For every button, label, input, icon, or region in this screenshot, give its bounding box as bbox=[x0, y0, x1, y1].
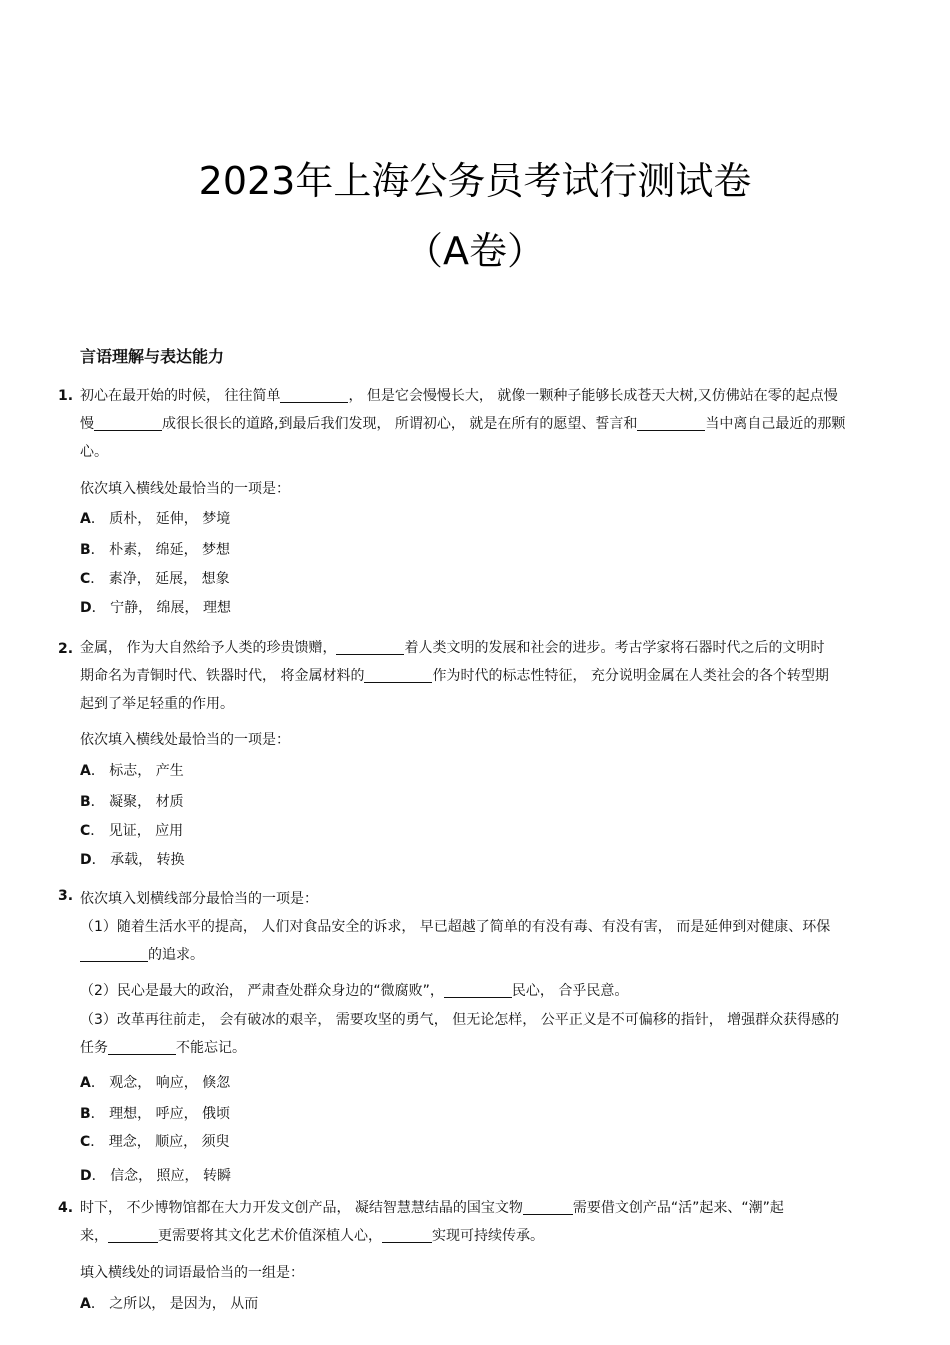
option-c: C． 理念， 顺应， 须臾 bbox=[80, 1134, 230, 1150]
option-c: C． 素净， 延展， 想象 bbox=[80, 571, 230, 587]
question-4-stem: 时下， 不少博物馆都在大力开发文创产品， 凝结智慧慧结晶的国宝文物 需要借文创产品“活”起来、“潮”起 来， 更需要将其文化艺术价值深植人心， 实现可持续传承。 bbox=[80, 1200, 784, 1244]
answer-blank bbox=[382, 1226, 432, 1243]
answer-blank bbox=[637, 414, 705, 431]
question-prompt: 依次填入横线处最恰当的一项是： bbox=[80, 732, 290, 748]
answer-blank bbox=[364, 666, 432, 683]
question-prompt: 依次填入划横线部分最恰当的一项是： bbox=[80, 891, 318, 907]
option-d: D． 宁静， 绵展， 理想 bbox=[80, 600, 231, 616]
option-a: A． 之所以， 是因为， 从而 bbox=[80, 1296, 259, 1312]
option-d: D． 承载， 转换 bbox=[80, 852, 185, 868]
answer-blank bbox=[108, 1226, 158, 1243]
question-2-stem: 金属， 作为大自然给予人类的珍贵馈赠， 着人类文明的发展和社会的进步。考古学家将石器时代之后的文明时 期命名为青铜时代、铁器时代， 将金属材料的 作为时代的标志性特征， 充分说明金属在人类社会的各个转型期 起到了举足轻重的作用。 bbox=[80, 640, 829, 712]
answer-blank bbox=[108, 1038, 176, 1055]
answer-blank bbox=[80, 945, 148, 962]
option-c: C． 见证， 应用 bbox=[80, 823, 184, 839]
option-a: A． 观念， 响应， 倏忽 bbox=[80, 1075, 231, 1091]
answer-blank bbox=[444, 981, 512, 998]
option-d: D． 信念， 照应， 转瞬 bbox=[80, 1168, 231, 1184]
option-a: A． 标志， 产生 bbox=[80, 763, 184, 779]
document-subtitle: （A卷） bbox=[405, 229, 545, 273]
option-b: B． 凝聚， 材质 bbox=[80, 794, 184, 810]
document-title: 2023年上海公务员考试行测试卷 bbox=[198, 159, 752, 203]
question-1-stem: 初心在最开始的时候， 往往简单 ， 但是它会慢慢长大， 就像一颗种子能够长成苍天大树,又仿佛站在零的起点慢 慢 成很长很长的道路,到最后我们发现， 所谓初心， 就是在所有的愿望、誓言和 当中离自己最近的那颗 心。 bbox=[80, 388, 846, 460]
answer-blank bbox=[94, 414, 162, 431]
question-3-sentence-3: （3）改革再往前走， 会有破冰的艰辛， 需要攻坚的勇气， 但无论怎样， 公平正义是不可偏移的指针， 增强群众获得感的 任务 不能忘记。 bbox=[80, 1012, 840, 1056]
question-3-sentence-1: （1）随着生活水平的提高， 人们对食品安全的诉求， 早已超越了简单的有没有毒、有没有害， 而是延伸到对健康、环保 的追求。 bbox=[80, 919, 831, 963]
option-b: B． 理想， 呼应， 俄顷 bbox=[80, 1106, 231, 1122]
option-a: A． 质朴， 延伸， 梦境 bbox=[80, 511, 231, 527]
question-prompt: 填入横线处的词语最恰当的一组是： bbox=[80, 1265, 304, 1281]
section-heading: 言语理解与表达能力 bbox=[80, 347, 225, 366]
question-number: 4. bbox=[58, 1200, 74, 1216]
question-number: 3. bbox=[58, 888, 74, 904]
question-prompt: 依次填入横线处最恰当的一项是： bbox=[80, 481, 290, 497]
answer-blank bbox=[336, 638, 404, 655]
question-3-sentence-2: （2）民心是最大的政治， 严肃查处群众身边的“微腐败”， 民心， 合乎民意。 bbox=[80, 983, 629, 999]
question-number: 2. bbox=[58, 641, 74, 657]
answer-blank bbox=[280, 386, 348, 403]
answer-blank bbox=[523, 1198, 573, 1215]
option-b: B． 朴素， 绵延， 梦想 bbox=[80, 542, 231, 558]
question-number: 1. bbox=[58, 388, 74, 404]
